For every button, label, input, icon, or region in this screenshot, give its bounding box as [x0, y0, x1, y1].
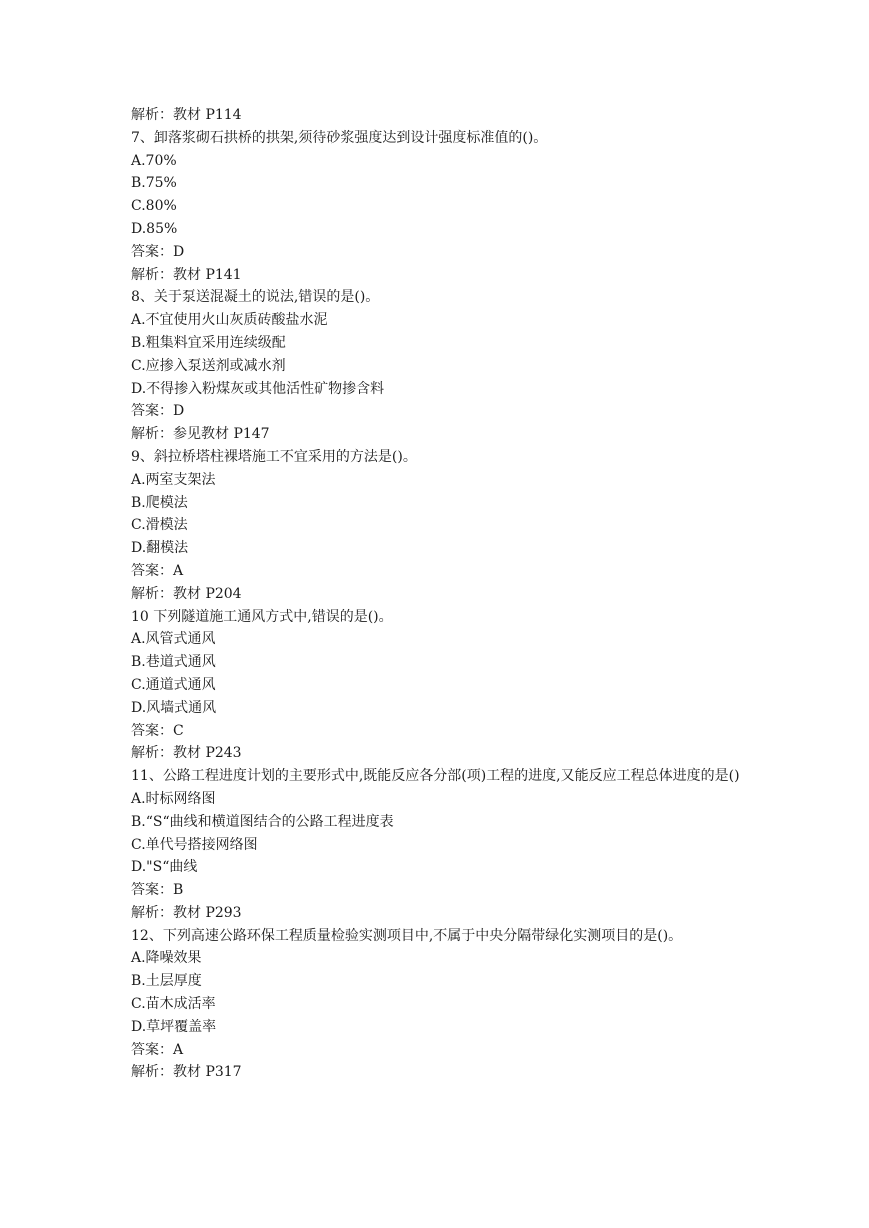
answer: 答案：A — [131, 562, 184, 579]
option-c: C.滑模法 — [131, 517, 188, 534]
explanation: 解析：教材 P243 — [131, 745, 242, 762]
option-c: C.苗木成活率 — [131, 996, 216, 1013]
question-8: 8、关于泵送混凝土的说法,错误的是()。 — [131, 289, 380, 306]
answer: 答案：D — [131, 403, 185, 420]
answer: 答案：A — [131, 1041, 184, 1058]
option-a: A.降噪效果 — [131, 950, 202, 967]
option-a: A.不宜使用火山灰质砖酸盐水泥 — [131, 312, 328, 329]
option-d: D.翻模法 — [131, 540, 189, 557]
explanation: 解析：教材 P317 — [131, 1064, 242, 1081]
option-b: B.爬模法 — [131, 494, 188, 511]
explanation: 解析：教材 P204 — [131, 585, 242, 602]
option-c: C.单代号搭接网络图 — [131, 836, 258, 853]
explanation: 解析：教材 P293 — [131, 904, 242, 921]
option-c: C.80% — [131, 198, 177, 215]
question-11: 11、公路工程进度计划的主要形式中,既能反应各分部(项)工程的进度,又能反应工程总体进度的是() — [131, 768, 740, 785]
answer: 答案：B — [131, 882, 184, 899]
option-b: B.粗集料宜采用连续级配 — [131, 334, 286, 351]
answer: 答案：C — [131, 722, 184, 739]
question-9: 9、斜拉桥塔柱裸塔施工不宜采用的方法是()。 — [131, 448, 417, 465]
explanation: 解析：参见教材 P147 — [131, 426, 270, 443]
option-c: C.应掺入泵送剂或减水剂 — [131, 357, 286, 374]
option-d: D."S“曲线 — [131, 859, 198, 876]
option-d: D.草坪覆盖率 — [131, 1018, 217, 1035]
option-a: A.时标网络图 — [131, 790, 216, 807]
option-d: D.85% — [131, 220, 178, 237]
option-a: A.70% — [131, 152, 177, 169]
question-7: 7、卸落浆砌石拱桥的拱架,须待砂浆强度达到设计强度标准值的()。 — [131, 129, 548, 146]
explanation: 解析：教材 P141 — [131, 266, 242, 283]
option-d: D.不得掺入粉煤灰或其他活性矿物掺含料 — [131, 380, 385, 397]
option-b: B.土层厚度 — [131, 973, 202, 990]
question-10: 10 下列隧道施工通风方式中,错误的是()。 — [131, 608, 393, 625]
option-b: B.“S“曲线和横道图结合的公路工程进度表 — [131, 813, 394, 830]
text-line: 解析：教材 P114 — [131, 107, 242, 123]
option-c: C.通道式通风 — [131, 676, 216, 693]
answer: 答案：D — [131, 243, 185, 260]
document-body — [131, 104, 741, 1084]
option-a: A.风管式通风 — [131, 631, 216, 648]
option-b: B.75% — [131, 175, 177, 192]
option-b: B.巷道式通风 — [131, 654, 216, 671]
question-12: 12、下列高速公路环保工程质量检验实测项目中,不属于中央分隔带绿化实测项目的是()。 — [131, 927, 683, 944]
option-a: A.两室支架法 — [131, 471, 216, 488]
option-d: D.风墙式通风 — [131, 699, 217, 716]
